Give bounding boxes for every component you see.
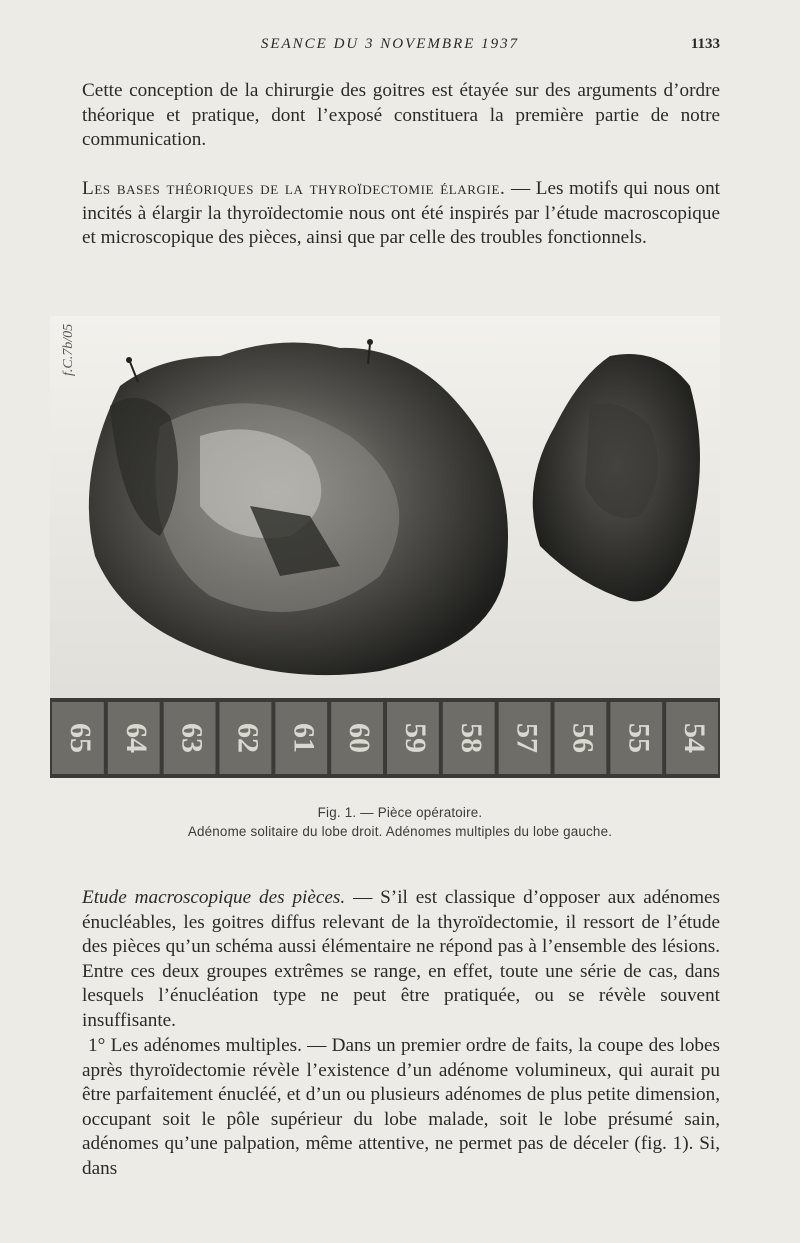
specimen-photo-illustration — [50, 316, 720, 778]
ruler-number: 63 — [175, 723, 209, 753]
section-heading-etude: Etude macroscopique des pièces. — [82, 887, 346, 908]
handwritten-note: f.C.7b/05 — [61, 323, 76, 376]
ruler-number: 57 — [510, 723, 544, 753]
running-title: SEANCE DU 3 NOVEMBRE 1937 — [260, 36, 520, 52]
ruler-number: 64 — [119, 723, 153, 753]
paragraph-etude-body: — S’il est classique d’opposer aux adénomes énucléables, les goitres diffus relevant de la thyroïdectomie, il ressort de l’étude des pièces qu’un schéma aussi élémentaire ne répond pas à l’ensemble des lésions. Entre ces deux groupes extrêmes se range, en effet, toute une série de cas, dans lesquels l’énucléation type ne peut être pratiquée, ou se révèle souvent insuffisante. — [82, 887, 720, 1031]
ruler-number: 59 — [399, 723, 433, 753]
surgical-specimen-photo — [50, 316, 720, 778]
paragraph-adenomes-multiples: 1° Les adénomes multiples. — Dans un premier ordre de faits, la coupe des lobes après thyroïdectomie révèle l’existence d’un adénome volumineux, qui aurait pu être parfaitement énucléé, et d’un ou plusieurs adénomes de plus petite dimension, occupant soit le pôle supérieur du lobe malade, soit le lobe présumé sain, adénomes qu’une palpation, même attentive, ne permet pas de déceler (fig. 1). Si, dans — [82, 1035, 720, 1179]
ruler-number: 56 — [566, 723, 600, 753]
ruler-number: 55 — [622, 723, 656, 753]
page-number: 1133 — [690, 36, 720, 52]
page-header — [0, 36, 800, 58]
ruler-number: 58 — [454, 723, 488, 753]
paragraph-bases-body: — Les motifs qui nous ont incités à élargir la thyroïdectomie nous ont été inspirés par l’étude macroscopique et microscopique des pièces, ainsi que par celle des troubles fonctionnels. — [82, 178, 721, 248]
ruler-number: 54 — [678, 723, 712, 753]
figure-caption-title: Fig. 1. — Pièce opératoire. — [317, 805, 483, 820]
paragraph-intro: Cette conception de la chirurgie des goitres est étayée sur des arguments d’ordre théorique et pratique, dont l’exposé constituera la première partie de notre communication. — [82, 80, 720, 150]
figure-caption-description: Adénome solitaire du lobe droit. Adénomes multiples du lobe gauche. — [187, 824, 613, 839]
paragraph-bases-theoriques — [82, 177, 720, 251]
ruler-number: 65 — [64, 723, 98, 753]
ruler-number: 62 — [231, 723, 265, 753]
section-heading-bases: Les bases théoriques de la thyroïdectomie élargie. — [82, 178, 506, 199]
ruler-number: 60 — [343, 723, 377, 753]
paragraph-etude-macroscopique — [82, 886, 720, 1033]
ruler-number: 61 — [287, 723, 321, 753]
